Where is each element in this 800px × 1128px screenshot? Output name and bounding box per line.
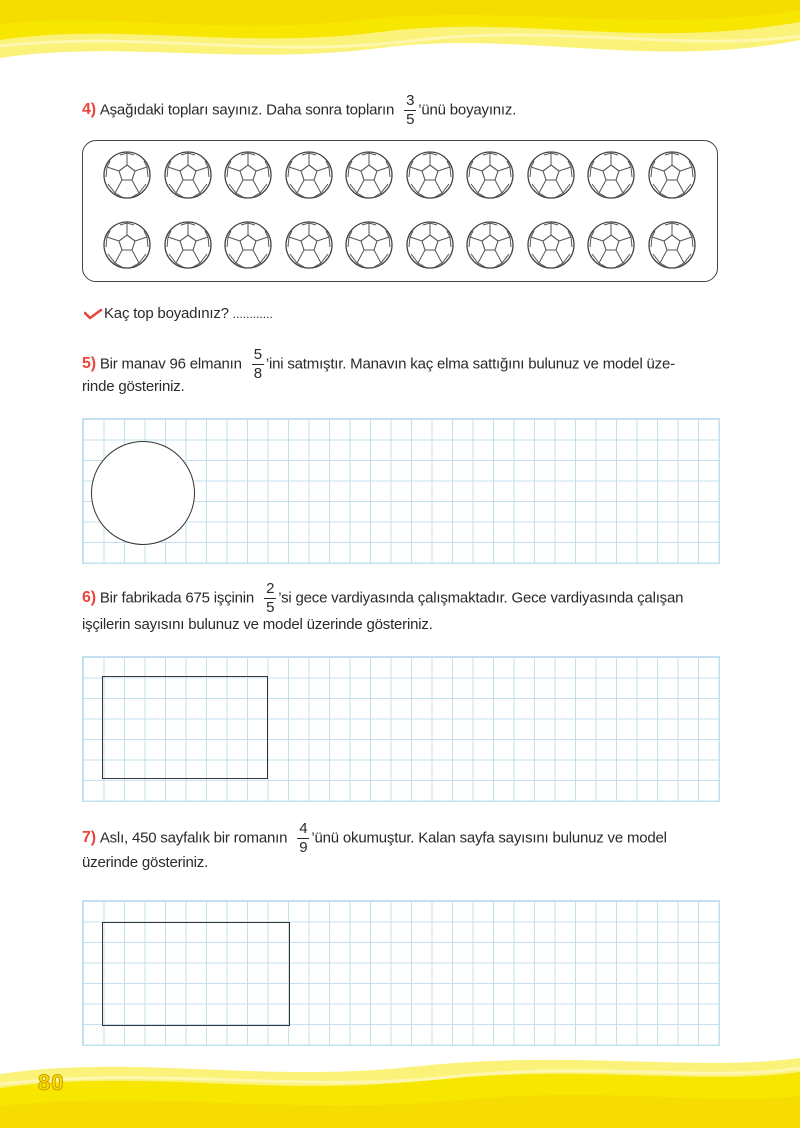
bottom-wave-decoration [0,1044,800,1128]
soccer-ball-icon[interactable] [586,150,636,200]
question-text: Aslı, 450 sayfalık bir romanın [99,829,288,847]
question-text-end: ’ünü okumuştur. Kalan sayfa sayısını bulunuz ve model [311,829,667,847]
question-number: 7) [82,829,96,847]
answer-blank[interactable]: ............ [232,307,273,321]
fraction-denominator: 9 [299,839,308,856]
fraction-denominator: 8 [253,365,262,382]
question-number: 5) [82,355,96,373]
question-text-end: ’ünü boyayınız. [418,101,517,119]
soccer-ball-icon[interactable] [465,220,515,270]
soccer-ball-icon[interactable] [223,220,273,270]
soccer-ball-icon[interactable] [647,150,697,200]
rectangle-model[interactable] [102,676,268,779]
soccer-ball-icon[interactable] [647,220,697,270]
page-number: 80 [38,1070,65,1095]
followup-question [84,302,273,326]
fraction-numerator: 5 [253,346,262,363]
question-5 [82,346,722,407]
fraction-numerator: 2 [266,580,275,597]
question-number: 6) [82,589,96,607]
question-text-line2: işçilerin sayısını bulunuz ve model üzerinde gösteriniz. [82,616,433,633]
circle-model[interactable] [91,441,195,545]
soccer-ball-icon[interactable] [405,220,455,270]
question-text-line2: üzerinde gösteriniz. [82,854,209,871]
soccer-ball-icon[interactable] [526,220,576,270]
soccer-ball-icon[interactable] [163,220,213,270]
fraction [297,820,309,857]
question-text: Aşağıdaki topları sayınız. Daha sonra topların [99,101,395,119]
soccer-ball-icon[interactable] [223,150,273,200]
followup-text: Kaç top boyadınız? [104,305,229,322]
soccer-ball-icon[interactable] [526,150,576,200]
soccer-ball-icon[interactable] [344,150,394,200]
soccer-ball-icon[interactable] [344,220,394,270]
question-4 [82,92,516,129]
soccer-ball-icon[interactable] [102,220,152,270]
question-text: Bir manav 96 elmanın [99,355,242,373]
soccer-ball-icon[interactable] [102,150,152,200]
soccer-ball-icon[interactable] [163,150,213,200]
fraction [252,346,264,383]
soccer-ball-icon[interactable] [586,220,636,270]
rectangle-model[interactable] [102,922,290,1026]
fraction [264,580,276,617]
fraction [404,92,416,129]
fraction-numerator: 4 [299,820,308,837]
question-6 [82,580,722,641]
soccer-ball-icon[interactable] [405,150,455,200]
question-text-line2: rinde gösteriniz. [82,378,185,395]
fraction-numerator: 3 [406,92,415,109]
fraction-denominator: 5 [266,599,275,616]
soccer-ball-icon[interactable] [284,150,334,200]
soccer-ball-icon[interactable] [284,220,334,270]
check-mark-icon [84,308,102,320]
question-text: Bir fabrikada 675 işçinin [99,589,255,607]
question-7 [82,820,722,881]
fraction-denominator: 5 [406,111,415,128]
question-number: 4) [82,101,96,119]
soccer-ball-icon[interactable] [465,150,515,200]
top-wave-decoration [0,0,800,80]
question-text-end: ’si gece vardiyasında çalışmaktadır. Gece vardiyasında çalışan [278,589,684,607]
question-text-end: ’ini satmıştır. Manavın kaç elma sattığını bulunuz ve model üze- [265,355,675,373]
